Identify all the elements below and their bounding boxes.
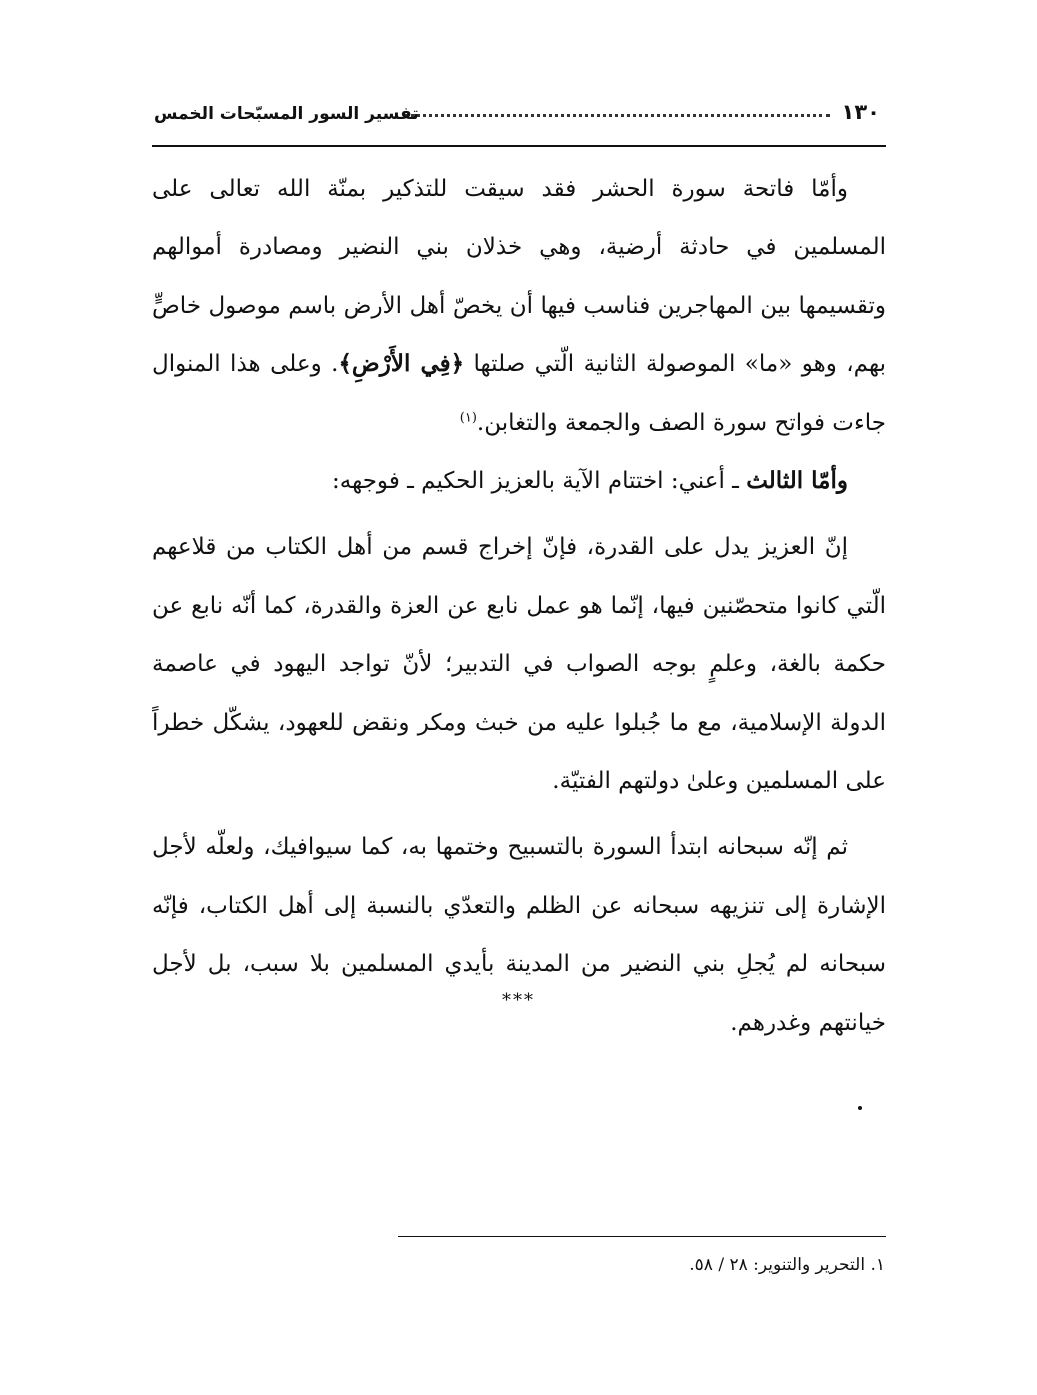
running-header (152, 96, 886, 136)
paragraph-1-text: وأمّا فاتحة سورة الحشر فقد سيقت للتذكير بمنّة الله تعالى على المسلمين في حادثة أرضية، وهي خذلان بني النضير ومصادرة أموالهم وتقسيمها بين المهاجرين فناسب فيها أن يخصّ أهل الأرض باسم موصول خاصٍّ بهم، وهو «ما» الموصولة الثانية الّتي صلتها (152, 176, 886, 378)
section-separator: *** (502, 990, 535, 1011)
page-number: ١٣٠ (841, 100, 880, 124)
book-title: تفسير السور المسبّحات الخمس (154, 104, 419, 124)
paragraph-4: ثم إنّه سبحانه ابتدأ السورة بالتسبيح وختمها به، كما سيوافيك، ولعلّه لأجل الإشارة إلى تنزيهه سبحانه عن الظلم والتعدّي بالنسبة إلى أهل الكتاب، فإنّه سبحانه لم يُجلِ بني النضير من المدينة بأيدي المسلمين بلا سبب، بل لأجل خيانتهم وغدرهم. (152, 834, 886, 1036)
footnote-rule (398, 1236, 886, 1237)
footnote-reference[interactable]: (١) (459, 409, 477, 425)
main-text (152, 160, 886, 1052)
paragraph-1-text-end: . وعلى هذا المنوال جاءت فواتح سورة الصف والجمعة والتغابن. (152, 351, 886, 436)
footnote: ١. التحرير والتنوير: ٢٨ / ٥٨. (689, 1255, 885, 1275)
quran-quote: ﴿فِي الأَرْضِ﴾ (338, 350, 465, 378)
paragraph-1 (152, 160, 886, 452)
header-rule (152, 145, 886, 147)
header-dot-leader (404, 114, 830, 117)
stray-dot (858, 1106, 862, 1110)
paragraph-2-text: ـ أعني: اختتام الآية بالعزيز الحكيم ـ فوجهه: (332, 468, 747, 495)
paragraph-3: إنّ العزيز يدل على القدرة، فإنّ إخراج قسم من أهل الكتاب من قلاعهم الّتي كانوا متحصّنين فيها، إنّما هو عمل نابع عن العزة والقدرة، كما أنّه نابع عن حكمة بالغة، وعلمٍ بوجه الصواب في التدبير؛ لأنّ تواجد اليهود في عاصمة الدولة الإسلامية، مع ما جُبلوا عليه من خبث ومكر ونقض للعهود، يشكّل خطراً على المسلمين وعلىٰ دولتهم الفتيّة. (152, 534, 886, 795)
paragraph-2-lead: وأمّا الثالث (746, 467, 848, 495)
paragraph-2 (152, 452, 886, 510)
